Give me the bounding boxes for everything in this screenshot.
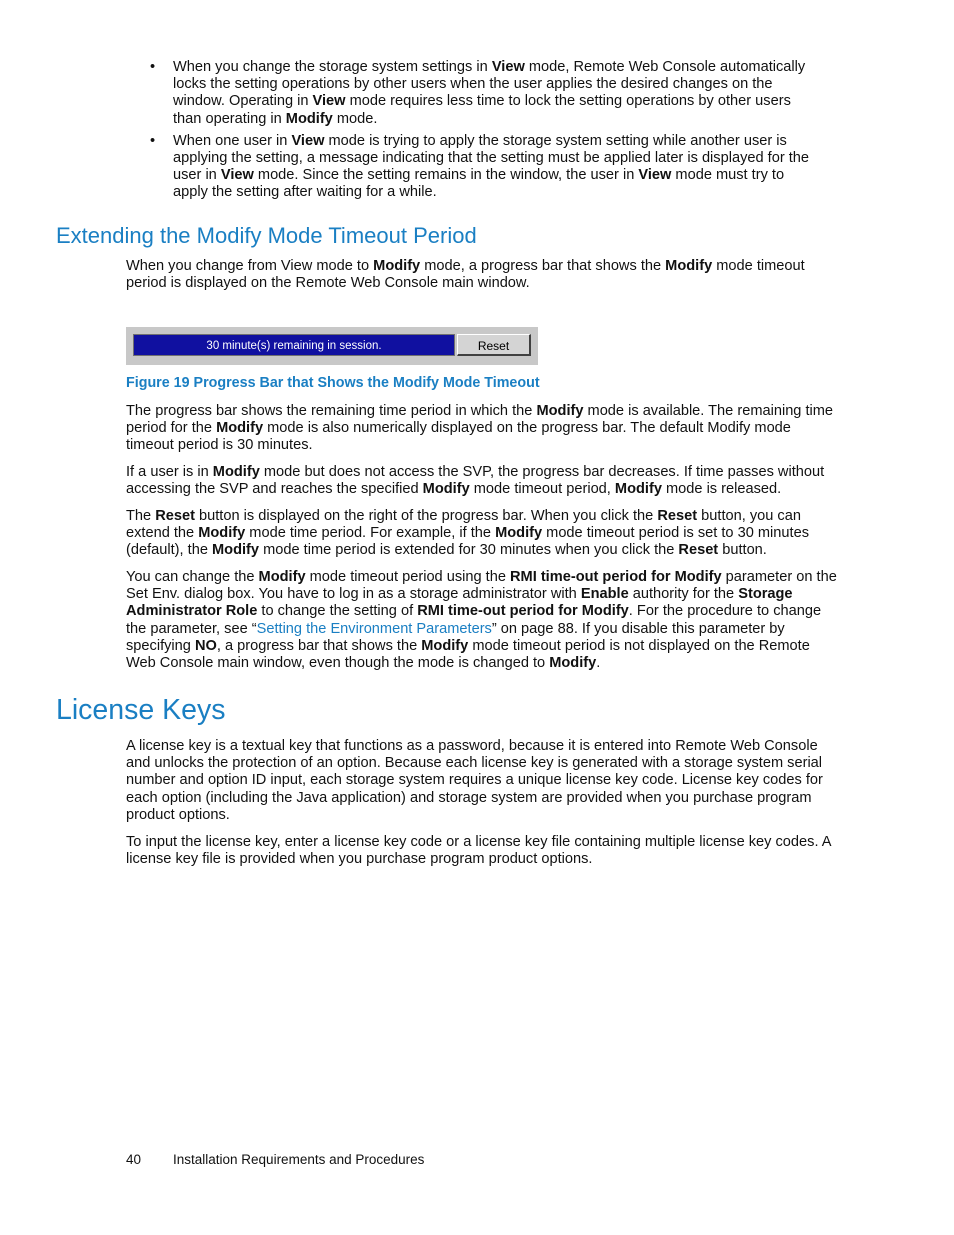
environment-parameters-link[interactable]: Setting the Environment Parameters bbox=[256, 620, 492, 637]
section-heading-modify-timeout: Extending the Modify Mode Timeout Period bbox=[56, 223, 477, 248]
bullet-list bbox=[150, 59, 810, 207]
bullet-icon: • bbox=[150, 132, 156, 149]
paragraph-reset-button: The Reset button is displayed on the right of the progress bar. When you click the Reset button, you can extend the Modify mode time period. For example, if the Modify mode timeout period is set to 30 minutes (default), the Modify mode time period is extended for 30 minutes when you click the Reset button. bbox=[126, 508, 809, 559]
paragraph-progress-bar: The progress bar shows the remaining time period in which the Modify mode is available. The remaining time period for the Modify mode is also numerically displayed on the progress bar. The default Modify mode timeout period is 30 minutes. bbox=[126, 403, 834, 454]
page-footer bbox=[126, 1152, 424, 1167]
progress-bar-figure bbox=[126, 327, 538, 365]
intro-paragraph: When you change from View mode to Modify mode, a progress bar that shows the Modify mode timeout period is displayed on the Remote Web Console main window. bbox=[126, 258, 805, 292]
bullet-item: • When you change the storage system settings in View mode, Remote Web Console automatically locks the setting operations by other users when the user applies the desired changes on the window. Operating in View mode requires less time to lock the setting operations by other users than operating in Modify mode. bbox=[150, 59, 806, 127]
paragraph-change-timeout: You can change the Modify mode timeout period using the RMI time-out period for Modify parameter on the Set Env. dialog box. You have to log in as a storage administrator with Enable authority for the Storage Administrator Role to change the setting of RMI time-out period for Modify. For the procedure to change the parameter, see “Setting the Environment Parameters” on page 88. If you disable this parameter by specifying NO, a progress bar that shows the Modify mode timeout period is not displayed on the Remote Web Console main window, even though the mode is changed to Modify. bbox=[126, 569, 837, 672]
bullet-icon: • bbox=[150, 59, 156, 75]
section-heading-license-keys: License Keys bbox=[56, 694, 226, 726]
bullet-item: • When one user in View mode is trying to apply the storage system setting while another user is applying the setting, a message indicating that the setting must be applied later is displayed for the user in View mode. Since the setting remains in the window, the user in View mode must try to apply the setting after waiting for a while. bbox=[150, 132, 810, 201]
footer-title: Installation Requirements and Procedures bbox=[173, 1152, 425, 1167]
paragraph-license-key-definition: A license key is a textual key that functions as a password, because it is entered into Remote Web Console and unlocks the protection of an option. Because each license key is generated with a storage system serial number and option ID input, each storage system requires a unique license key code. License key codes for each option (including the Java application) and storage system are provided when you purchase program product options. bbox=[126, 738, 823, 823]
paragraph-license-key-input: To input the license key, enter a license key code or a license key file containing multiple license key codes. A license key file is provided when you purchase program product options. bbox=[126, 834, 831, 868]
paragraph-svp-access: If a user is in Modify mode but does not access the SVP, the progress bar decreases. If time passes without accessing the SVP and reaches the specified Modify mode timeout period, Modify mode is released. bbox=[126, 464, 825, 498]
figure-caption: Figure 19 Progress Bar that Shows the Modify Mode Timeout bbox=[126, 375, 540, 391]
reset-button[interactable]: Reset bbox=[457, 334, 531, 356]
page-number: 40 bbox=[126, 1152, 142, 1167]
session-progress-bar: 30 minute(s) remaining in session. bbox=[133, 334, 455, 356]
